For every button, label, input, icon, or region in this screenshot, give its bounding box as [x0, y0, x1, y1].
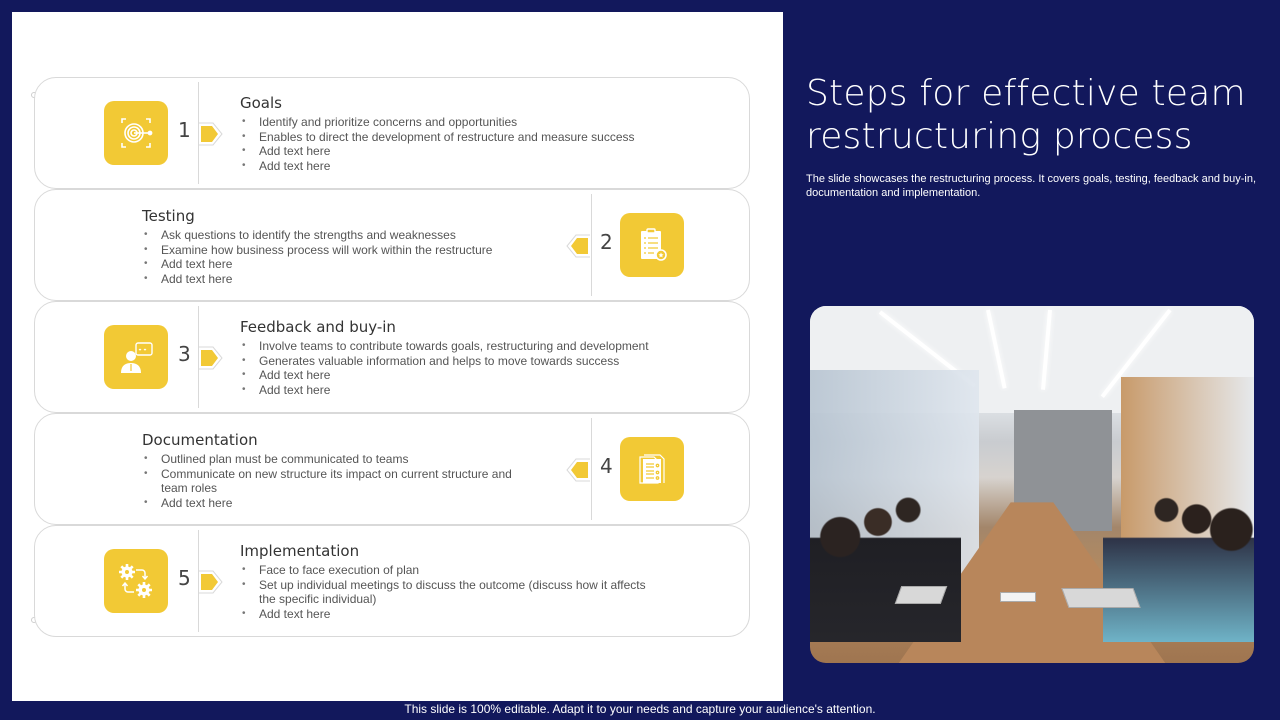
slide-title: Steps for effective team restructuring process: [806, 73, 1246, 157]
bullet-item: • Set up individual meetings to discuss the outcome (discuss how it affects the specific individual): [240, 578, 660, 607]
step-body: [142, 207, 492, 286]
target-icon: [104, 101, 168, 165]
bullet-item: • Add text here: [142, 496, 522, 511]
step-bullets: [240, 339, 649, 397]
bullet-item: • Add text here: [240, 383, 649, 398]
divider: [591, 194, 592, 296]
bullet-item: • Add text here: [240, 607, 660, 622]
step-bullets: [142, 228, 492, 286]
step-number: 3: [178, 342, 191, 366]
clipboard-checklist-icon: [620, 213, 684, 277]
photo-people-right: [1103, 492, 1254, 642]
bullet-item: • Involve teams to contribute towards goals, restructuring and development: [240, 339, 649, 354]
step-title: Goals: [240, 94, 282, 112]
team-meeting-photo: [810, 306, 1254, 663]
step-number: 4: [600, 454, 613, 478]
bullet-item: • Enables to direct the development of restructure and measure success: [240, 130, 635, 145]
step-card-implementation: [34, 525, 750, 637]
pointer-right-icon: [199, 346, 223, 370]
step-title: Documentation: [142, 431, 258, 449]
photo-people-left: [810, 492, 961, 642]
bullet-item: • Examine how business process will work within the restructure: [142, 243, 492, 258]
bullet-item: • Add text here: [142, 272, 492, 287]
bullet-item: • Add text here: [240, 144, 635, 159]
step-card-documentation: [34, 413, 750, 525]
step-body: [240, 94, 635, 173]
bullet-item: • Add text here: [142, 257, 492, 272]
step-number: 2: [600, 230, 613, 254]
documents-icon: [620, 437, 684, 501]
pointer-left-icon: [566, 234, 590, 258]
bullet-item: • Generates valuable information and helps to move towards success: [240, 354, 649, 369]
bullet-item: • Face to face execution of plan: [240, 563, 660, 578]
step-title: Implementation: [240, 542, 360, 560]
divider: [591, 418, 592, 520]
step-title: Testing: [142, 207, 195, 225]
user-feedback-icon: [104, 325, 168, 389]
slide-description: The slide showcases the restructuring process. It covers goals, testing, feedback and buy-in, documentation and implementation.: [806, 173, 1257, 199]
step-title: Feedback and buy-in: [240, 318, 396, 336]
bullet-item: • Identify and prioritize concerns and opportunities: [240, 115, 635, 130]
photo-laptop: [895, 586, 948, 604]
step-body: [142, 431, 522, 510]
photo-laptop: [1061, 588, 1140, 608]
steps-panel: [12, 12, 783, 701]
step-card-feedback: [34, 301, 750, 413]
pointer-left-icon: [566, 458, 590, 482]
bullet-item: • Add text here: [240, 368, 649, 383]
bullet-item: • Outlined plan must be communicated to teams: [142, 452, 522, 467]
step-body: [240, 318, 649, 397]
bullet-item: • Communicate on new structure its impact on current structure and team roles: [142, 467, 522, 496]
gears-cycle-icon: [104, 549, 168, 613]
step-bullets: [240, 115, 635, 173]
step-card-testing: [34, 189, 750, 301]
pointer-right-icon: [199, 570, 223, 594]
step-number: 5: [178, 566, 191, 590]
step-card-goals: [34, 77, 750, 189]
pointer-right-icon: [199, 122, 223, 146]
step-number: 1: [178, 118, 191, 142]
step-bullets: [240, 563, 660, 621]
step-bullets: [142, 452, 522, 510]
footer-note: This slide is 100% editable. Adapt it to your needs and capture your audience's attention.: [404, 702, 876, 716]
bullet-item: • Add text here: [240, 159, 635, 174]
photo-laptop: [1000, 592, 1036, 602]
bullet-item: • Ask questions to identify the strengths and weaknesses: [142, 228, 492, 243]
step-body: [240, 542, 660, 621]
